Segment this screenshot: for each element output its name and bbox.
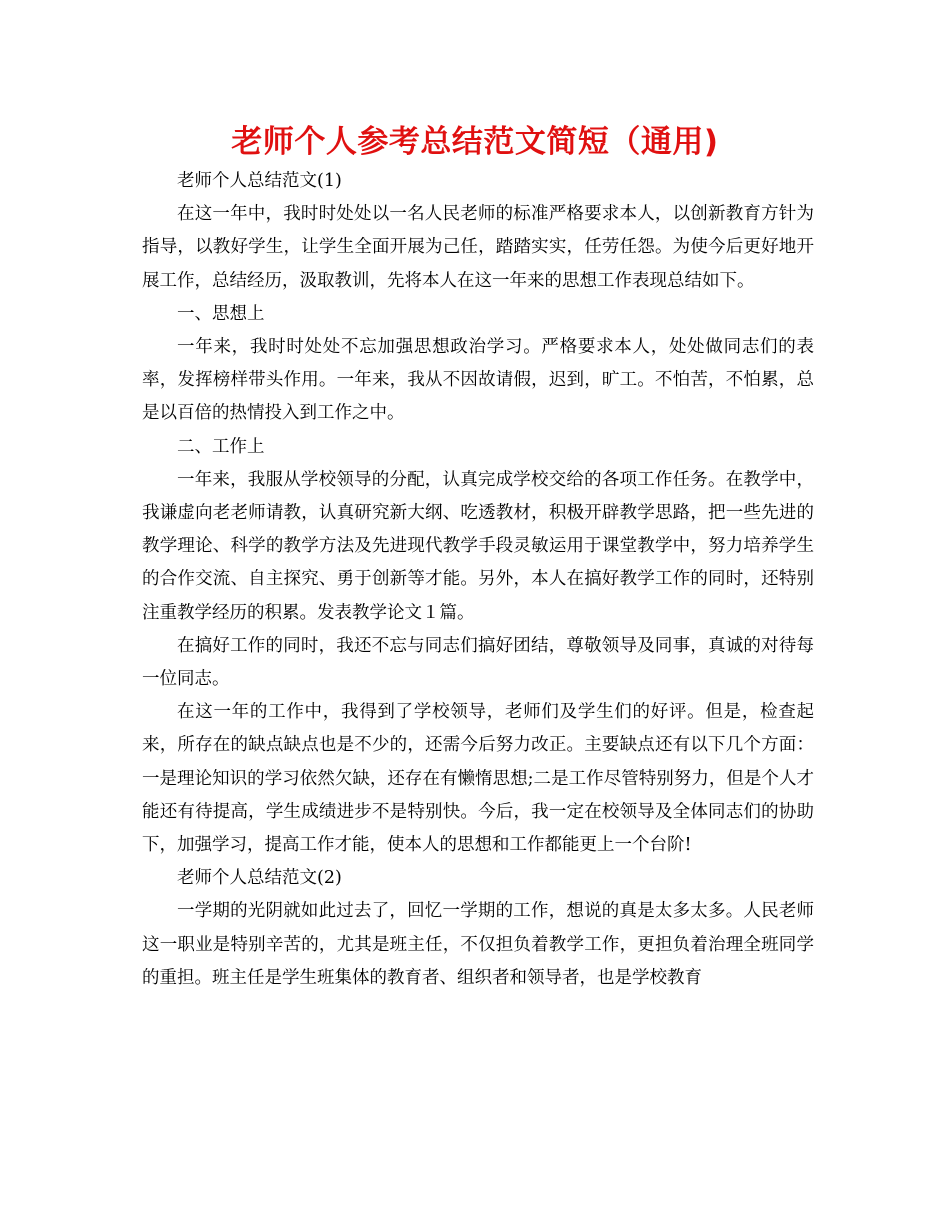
paragraph: 在这一年的工作中，我得到了学校领导，老师们及学生们的好评。但是，检查起来，所存在的缺点缺点也是不少的，还需今后努力改正。主要缺点还有以下几个方面：一是理论知识的学习依然欠缺，还存在有懒惰思想;二是工作尽管特别努力，但是个人才能还有待提高，学生成绩进步不是特别快。今后，我一定在校领导及全体同志们的协助下，加强学习，提高工作才能，使本人的思想和工作都能更上一个台阶! — [142, 702, 814, 856]
paragraph: 在这一年中，我时时处处以一名人民老师的标准严格要求本人，以创新教育方针为指导，以教好学生，让学生全面开展为己任，踏踏实实，任劳任怨。为使今后更好地开展工作，总结经历，汲取教训，先将本人在这一年来的思想工作表现总结如下。 — [142, 204, 814, 291]
section-heading: 老师个人总结范文(1) — [177, 171, 342, 191]
section-heading: 一、思想上 — [177, 303, 265, 324]
document-body — [142, 165, 814, 995]
paragraph: 一年来，我时时处处不忘加强思想政治学习。严格要求本人，处处做同志们的表率，发挥榜样带头作用。一年来，我从不因故请假，迟到，旷工。不怕苦，不怕累，总是以百倍的热情投入到工作之中。 — [142, 337, 814, 424]
document-title: 老师个人参考总结范文简短（通用) — [231, 124, 719, 160]
section-heading: 二、工作上 — [177, 436, 265, 457]
paragraph: 在搞好工作的同时，我还不忘与同志们搞好团结，尊敬领导及同事，真诚的对待每一位同志。 — [142, 635, 814, 690]
paragraph: 一学期的光阴就如此过去了，回忆一学期的工作，想说的真是太多太多。人民老师这一职业是特别辛苦的，尤其是班主任，不仅担负着教学工作，更担负着治理全班同学的重担。班主任是学生班集体的教育者、组织者和领导者，也是学校教育 — [142, 901, 814, 988]
paragraph: 一年来，我服从学校领导的分配，认真完成学校交给的各项工作任务。在教学中，我谦虚向老老师请教，认真研究新大纲、吃透教材，积极开辟教学思路，把一些先进的教学理论、科学的教学方法及先进现代教学手段灵敏运用于课堂教学中，努力培养学生的合作交流、自主探究、勇于创新等才能。另外，本人在搞好教学工作的同时，还特别注重教学经历的积累。发表教学论文１篇。 — [142, 469, 814, 623]
section-heading: 老师个人总结范文(2) — [177, 868, 342, 889]
